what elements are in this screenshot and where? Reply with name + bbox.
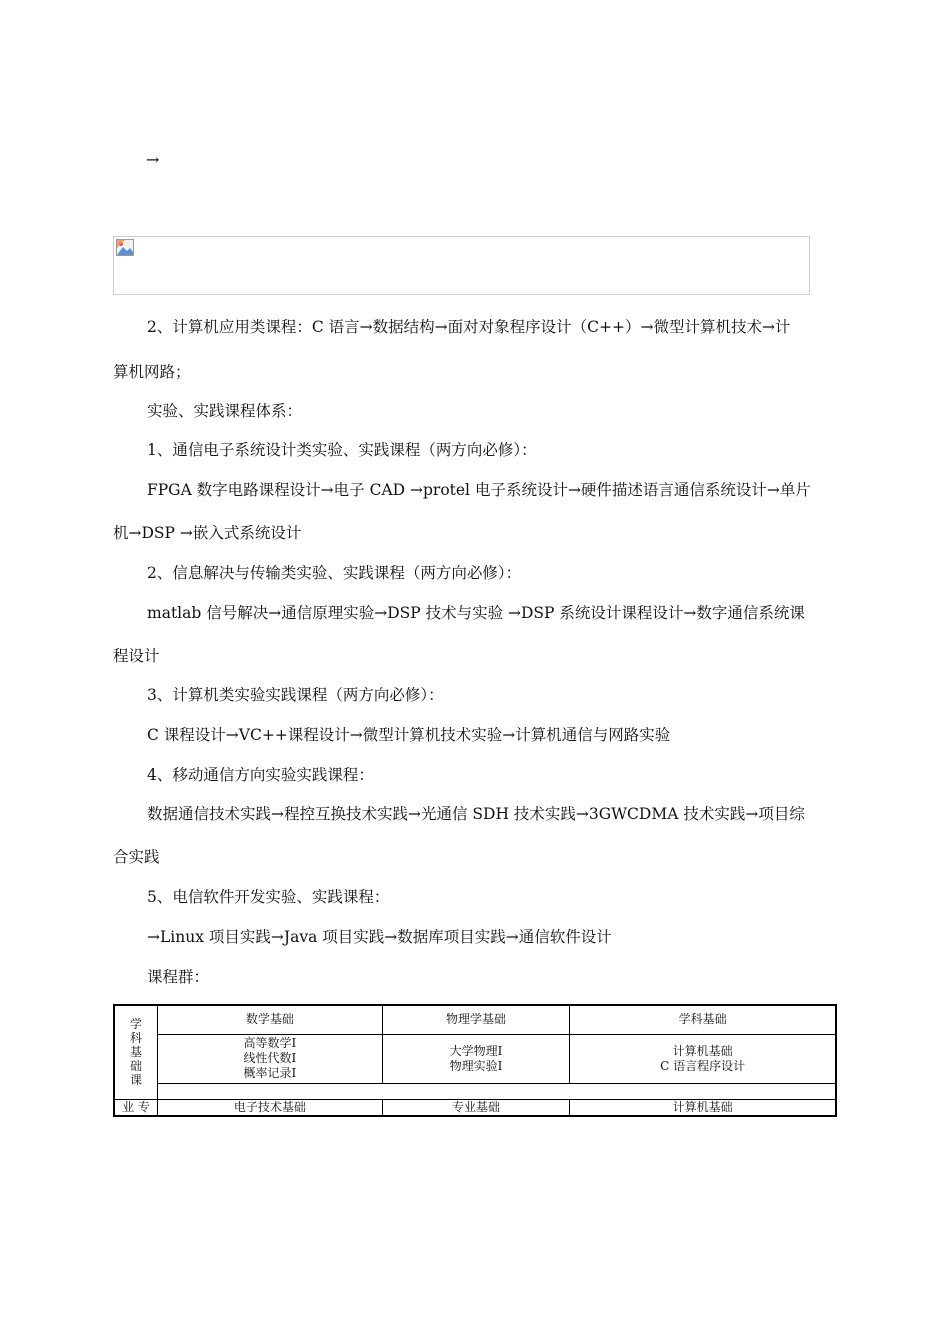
cell-electronics: 电子技术基础 — [158, 1099, 383, 1116]
image-placeholder — [113, 236, 810, 295]
subsection-heading: 3、计算机类实验实践课程（两方向必修）： — [147, 686, 444, 704]
cell-major-basics: 专业基础 — [382, 1099, 570, 1116]
subsection-heading: 5、电信软件开发实验、实践课程： — [147, 888, 390, 906]
header-discipline: 学科基础 — [570, 1005, 836, 1034]
header-math: 数学基础 — [158, 1005, 383, 1034]
subsection-heading: 1、通信电子系统设计类实验、实践课程（两方向必修）： — [147, 441, 537, 459]
paragraph-line: 合实践 — [113, 848, 160, 866]
arrow-glyph: → — [146, 150, 160, 169]
paragraph-line: 程设计 — [113, 647, 160, 665]
paragraph-line: C 课程设计→VC++课程设计→微型计算机技术实验→计算机通信与网路实验 — [147, 726, 671, 744]
header-physics: 物理学基础 — [382, 1005, 570, 1034]
broken-image-icon — [116, 239, 134, 256]
paragraph-line: FPGA 数字电路课程设计→电子 CAD →protel 电子系统设计→硬件描述语言通信系统设计→单片 — [147, 481, 811, 499]
cell-math-courses: 高等数学Ⅰ 线性代数Ⅰ 概率记录Ⅰ — [158, 1034, 383, 1083]
paragraph-line: matlab 信号解决→通信原理实验→DSP 技术与实验 →DSP 系统设计课程设计→数字通信系统课 — [147, 604, 805, 622]
paragraph-line: 2、计算机应用类课程：C 语言→数据结构→面对对象程序设计（C++）→微型计算机技术→计 — [147, 318, 791, 336]
row-label-discipline-basics: 学 科 基 础 课 — [114, 1005, 158, 1099]
section-heading: 课程群： — [147, 968, 210, 986]
cell-physics-courses: 大学物理Ⅰ 物理实验Ⅰ — [382, 1034, 570, 1083]
cell-discipline-courses: 计算机基础 C 语言程序设计 — [570, 1034, 836, 1083]
paragraph-line: 算机网路； — [113, 363, 191, 381]
subsection-heading: 4、移动通信方向实验实践课程： — [147, 766, 374, 784]
empty-row — [158, 1083, 837, 1099]
section-heading: 实验、实践课程体系： — [147, 402, 303, 420]
paragraph-line: 数据通信技术实践→程控互换技术实践→光通信 SDH 技术实践→3GWCDMA 技术实践→项目综 — [147, 805, 805, 823]
row-label-major: 业 专 — [114, 1099, 158, 1116]
cell-computer-basics: 计算机基础 — [570, 1099, 836, 1116]
paragraph-line: →Linux 项目实践→Java 项目实践→数据库项目实践→通信软件设计 — [147, 928, 612, 946]
subsection-heading: 2、信息解决与传输类实验、实践课程（两方向必修）： — [147, 564, 522, 582]
course-group-table — [113, 1004, 837, 1117]
paragraph-line: 机→DSP →嵌入式系统设计 — [113, 524, 302, 542]
